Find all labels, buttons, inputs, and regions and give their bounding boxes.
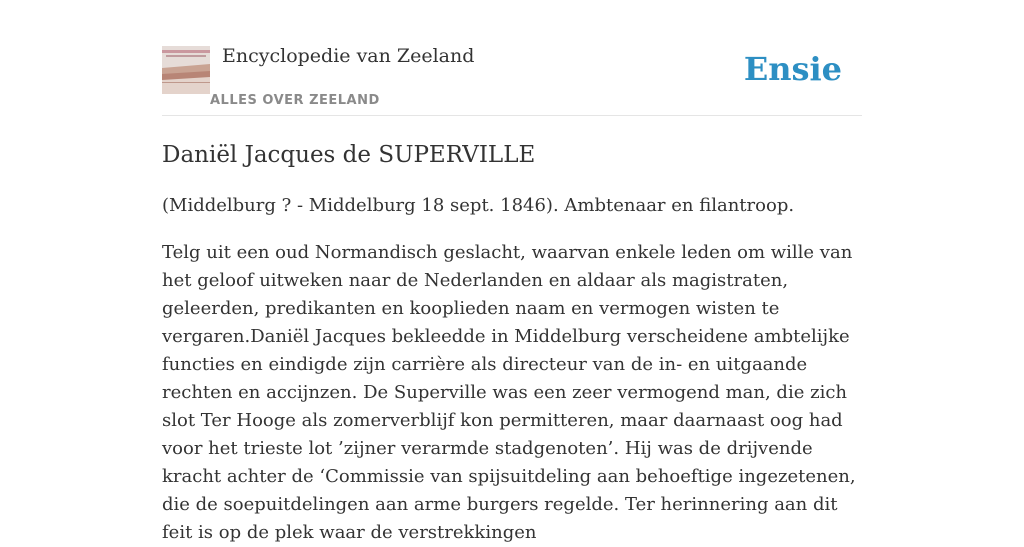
site-logo-image[interactable] — [162, 46, 210, 94]
article-lead: (Middelburg ? - Middelburg 18 sept. 1846). Ambtenaar en filantroop. — [162, 195, 795, 216]
ensie-brand-link[interactable]: Ensie — [743, 50, 842, 88]
article-title: Daniël Jacques de SUPERVILLE — [162, 142, 536, 168]
page-container — [162, 0, 862, 543]
book-photo-icon — [162, 46, 210, 94]
site-header — [162, 0, 862, 116]
article-body: Telg uit een oud Normandisch geslacht, waarvan enkele leden om wille van het geloof uitweken naar de Nederlanden en aldaar als magistraten, geleerden, predikanten en kooplieden naam en vermogen wisten te vergaren.Daniël Jacques bekleedde in Middelburg verscheidene ambtelijke functies en eindigde zijn carrière als directeur van de in- en uitgaande rechten en accijnzen. De Superville was een zeer vermogend man, die zich slot Ter Hooge als zomerverblijf kon permitteren, maar daarnaast oog had voor het trieste lot ’zijner verarmde stadgenoten’. Hij was de drijvende kracht achter de ‘Commissie van spijsuitdeling aan behoeftige ingezetenen, die de soepuitdelingen aan arme burgers regelde. Ter herinnering aan dit feit is op de plek waar de verstrekkingen — [162, 242, 856, 543]
site-tagline: ALLES OVER ZEELAND — [210, 93, 380, 108]
article — [162, 140, 862, 547]
site-title-link[interactable]: Encyclopedie van Zeeland — [222, 45, 475, 67]
